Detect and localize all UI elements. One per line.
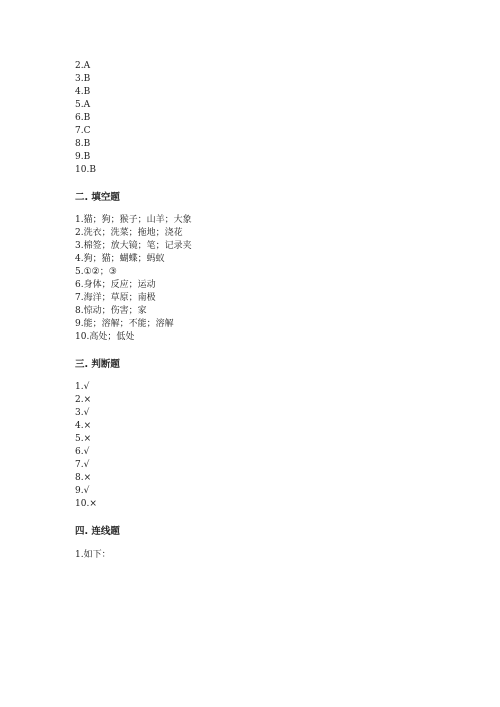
answer-line: 6.B <box>75 113 91 123</box>
answer-line: 2.洗衣；洗菜；拖地；浇花 <box>75 228 183 238</box>
answer-line: 1.√ <box>75 382 90 392</box>
answer-line: 2.A <box>75 61 91 71</box>
answer-line: 4.B <box>75 87 91 97</box>
answer-line: 10.高处；低处 <box>75 332 135 342</box>
answer-line: 4.狗；猫；蝴蝶；蚂蚁 <box>75 254 165 264</box>
answer-line: 9.B <box>75 152 91 162</box>
section-heading-matching: 四. 连线题 <box>75 526 120 537</box>
section-heading-true-false: 三. 判断题 <box>75 359 120 370</box>
answer-line: 4.× <box>75 421 92 431</box>
answer-line: 6.身体；反应；运动 <box>75 280 156 290</box>
answer-line: 5.A <box>75 100 91 110</box>
answer-line: 7.√ <box>75 460 90 470</box>
fill-blank-answers <box>75 214 192 344</box>
answer-line: 8.惊动；伤害；家 <box>75 306 147 316</box>
answer-line: 3.√ <box>75 408 90 418</box>
answer-line: 5.× <box>75 434 92 444</box>
answer-line: 9.√ <box>75 486 90 496</box>
answer-line: 7.海洋；草原；南极 <box>75 293 156 303</box>
answer-line: 10.B <box>75 165 96 175</box>
true-false-answers <box>75 381 97 511</box>
answer-line: 3.B <box>75 74 91 84</box>
answer-line: 8.B <box>75 139 91 149</box>
answer-line: 2.× <box>75 395 92 405</box>
matching-answers <box>75 549 111 562</box>
answer-line: 6.√ <box>75 447 90 457</box>
section-heading-fill-blank: 二. 填空题 <box>75 192 120 203</box>
answer-line: 3.棉签；放大镜；笔；记录夹 <box>75 241 192 251</box>
answer-line: 1.猫；狗；猴子；山羊；大象 <box>75 215 192 225</box>
answer-line: 10.× <box>75 499 97 509</box>
choice-answers <box>75 60 96 177</box>
answer-line: 8.× <box>75 473 92 483</box>
answer-line: 1.如下： <box>75 550 111 560</box>
answer-line: 9.能；溶解；不能；溶解 <box>75 319 174 329</box>
answer-line: 5.①②；③ <box>75 267 117 277</box>
answer-line: 7.C <box>75 126 91 136</box>
